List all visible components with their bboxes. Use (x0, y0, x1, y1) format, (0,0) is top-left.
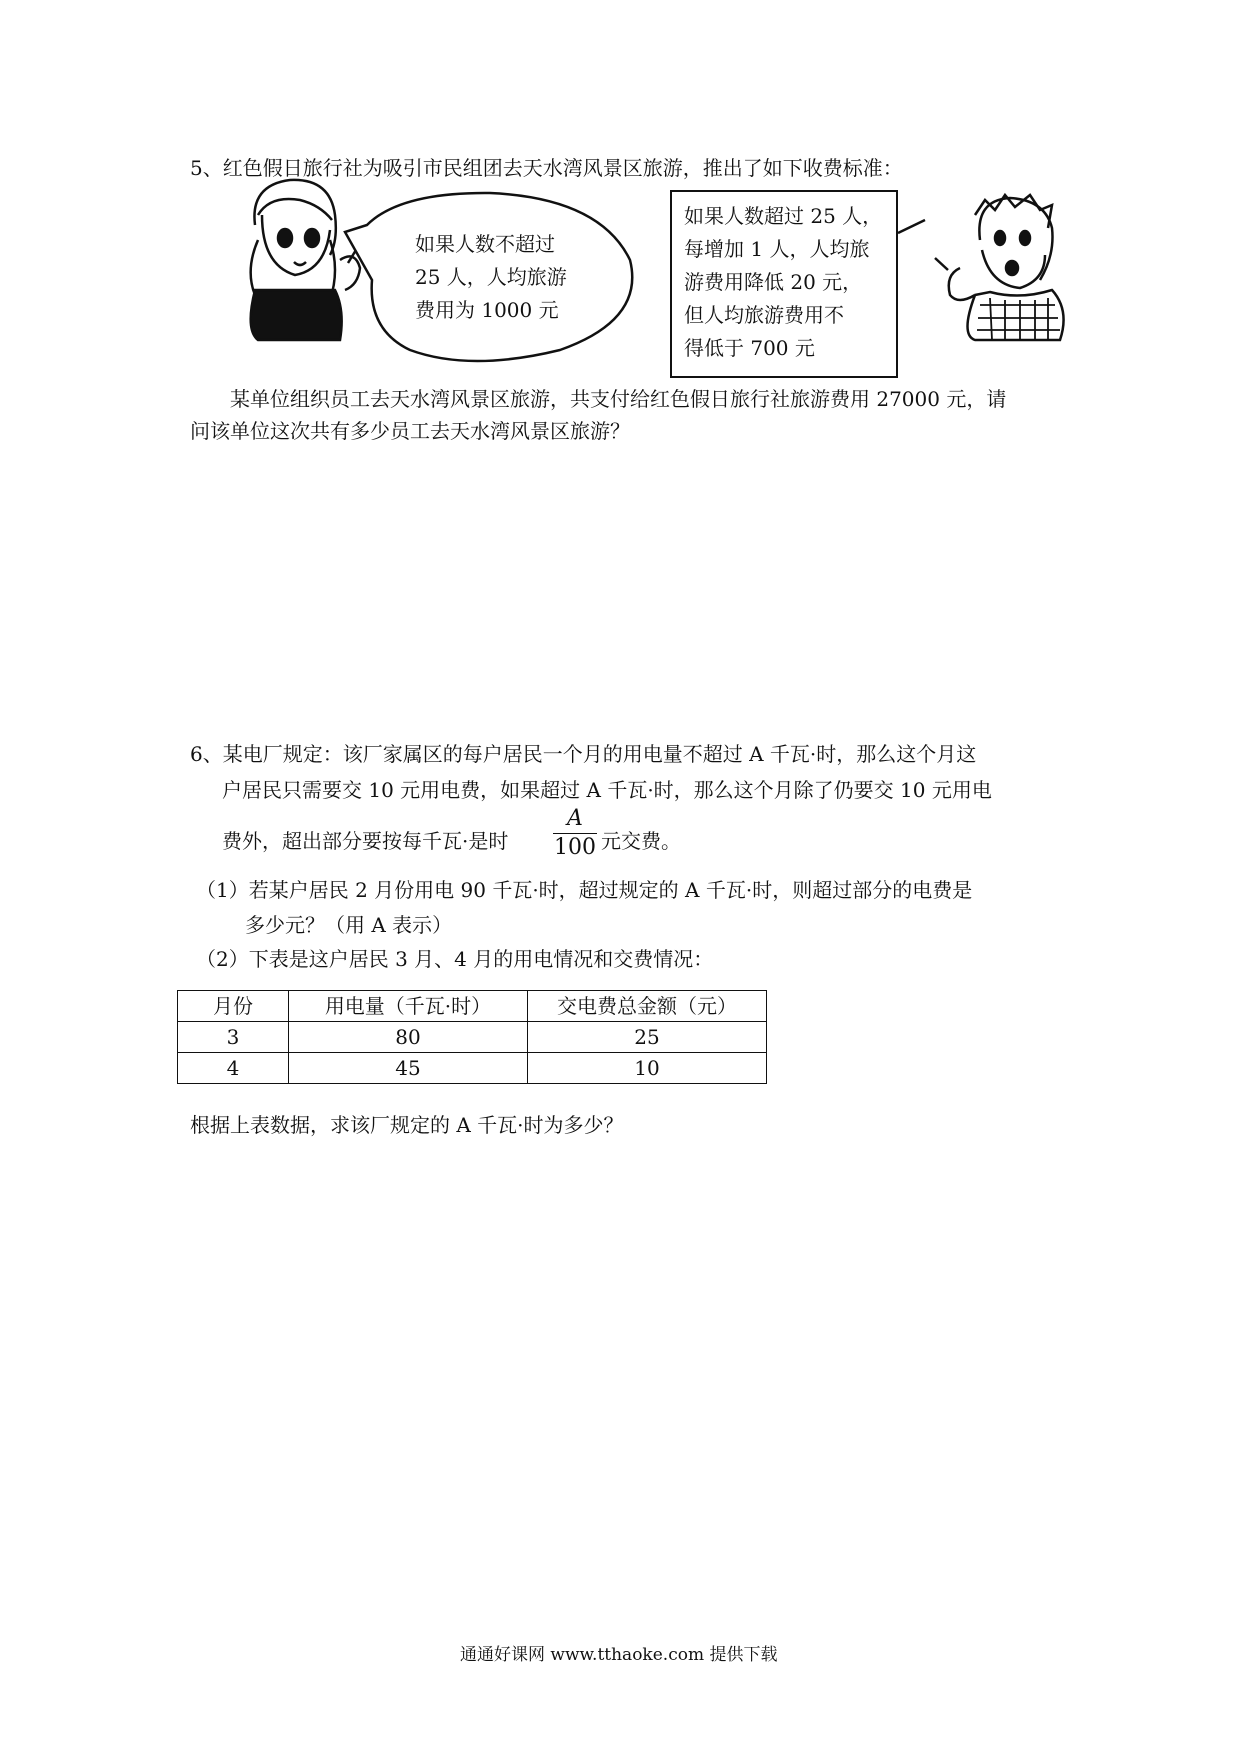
table-row (178, 1022, 767, 1053)
table-header-cell: 交电费总金额（元） (528, 991, 767, 1022)
question-5-body-line-2: 问该单位这次共有多少员工去天水湾风景区旅游？ (190, 419, 630, 443)
right-box-line-4: 但人均旅游费用不 (684, 303, 844, 327)
table-header-cell: 用电量（千瓦·时） (289, 991, 528, 1022)
girl-illustration (251, 180, 360, 340)
right-box-line-3: 游费用降低 20 元， (684, 270, 863, 294)
table-cell: 10 (528, 1053, 767, 1084)
question-5-title: 5、红色假日旅行社为吸引市民组团去天水湾风景区旅游，推出了如下收费标准： (190, 156, 903, 180)
table-cell: 45 (289, 1053, 528, 1084)
left-bubble-text (415, 228, 567, 327)
table-cell: 80 (289, 1022, 528, 1053)
question-5-body-line-1: 某单位组织员工去天水湾风景区旅游，共支付给红色假日旅行社旅游费用 27000 元，请 (230, 387, 1007, 411)
fraction-a-over-100 (553, 806, 597, 861)
question-6-final-prompt: 根据上表数据，求该厂规定的 A 千瓦·时为多少？ (190, 1113, 624, 1137)
table-cell: 3 (178, 1022, 289, 1053)
table-row (178, 1053, 767, 1084)
fraction-bar (553, 833, 597, 834)
page-footer: 通通好课网 www.tthaoke.com 提供下载 (460, 1645, 778, 1665)
left-bubble-line-2: 25 人，人均旅游 (415, 265, 567, 289)
question-6-line-1: 6、某电厂规定：该厂家属区的每户居民一个月的用电量不超过 A 千瓦·时，那么这个月这 (190, 742, 977, 766)
fraction-numerator: A (567, 806, 583, 831)
table-header-row (178, 991, 767, 1022)
table-cell: 25 (528, 1022, 767, 1053)
boy-illustration (898, 195, 1064, 340)
left-bubble-line-1: 如果人数不超过 (415, 232, 555, 256)
right-box-line-2: 每增加 1 人，人均旅 (684, 237, 870, 261)
question-6-line-3-prefix: 费外，超出部分要按每千瓦·是时 (222, 829, 509, 853)
table-cell: 4 (178, 1053, 289, 1084)
left-bubble-line-3: 费用为 1000 元 (415, 298, 559, 322)
electricity-table (177, 990, 767, 1084)
right-box-line-5: 得低于 700 元 (684, 336, 815, 360)
sub-question-1-line-2: 多少元？（用 A 表示） (245, 913, 453, 937)
table-header-cell: 月份 (178, 991, 289, 1022)
question-6-line-2: 户居民只需要交 10 元用电费，如果超过 A 千瓦·时，那么这个月除了仍要交 10 元用电 (222, 778, 992, 802)
question-6-line-3-suffix: 元交费。 (601, 829, 681, 853)
fraction-denominator: 100 (554, 835, 596, 860)
right-box-text (684, 200, 882, 365)
right-box-line-1: 如果人数超过 25 人， (684, 204, 883, 228)
sub-question-2: （2）下表是这户居民 3 月、4 月的用电情况和交费情况： (196, 947, 714, 971)
sub-question-1-line-1: （1）若某户居民 2 月份用电 90 千瓦·时，超过规定的 A 千瓦·时，则超过部分的电费是 (196, 878, 973, 902)
